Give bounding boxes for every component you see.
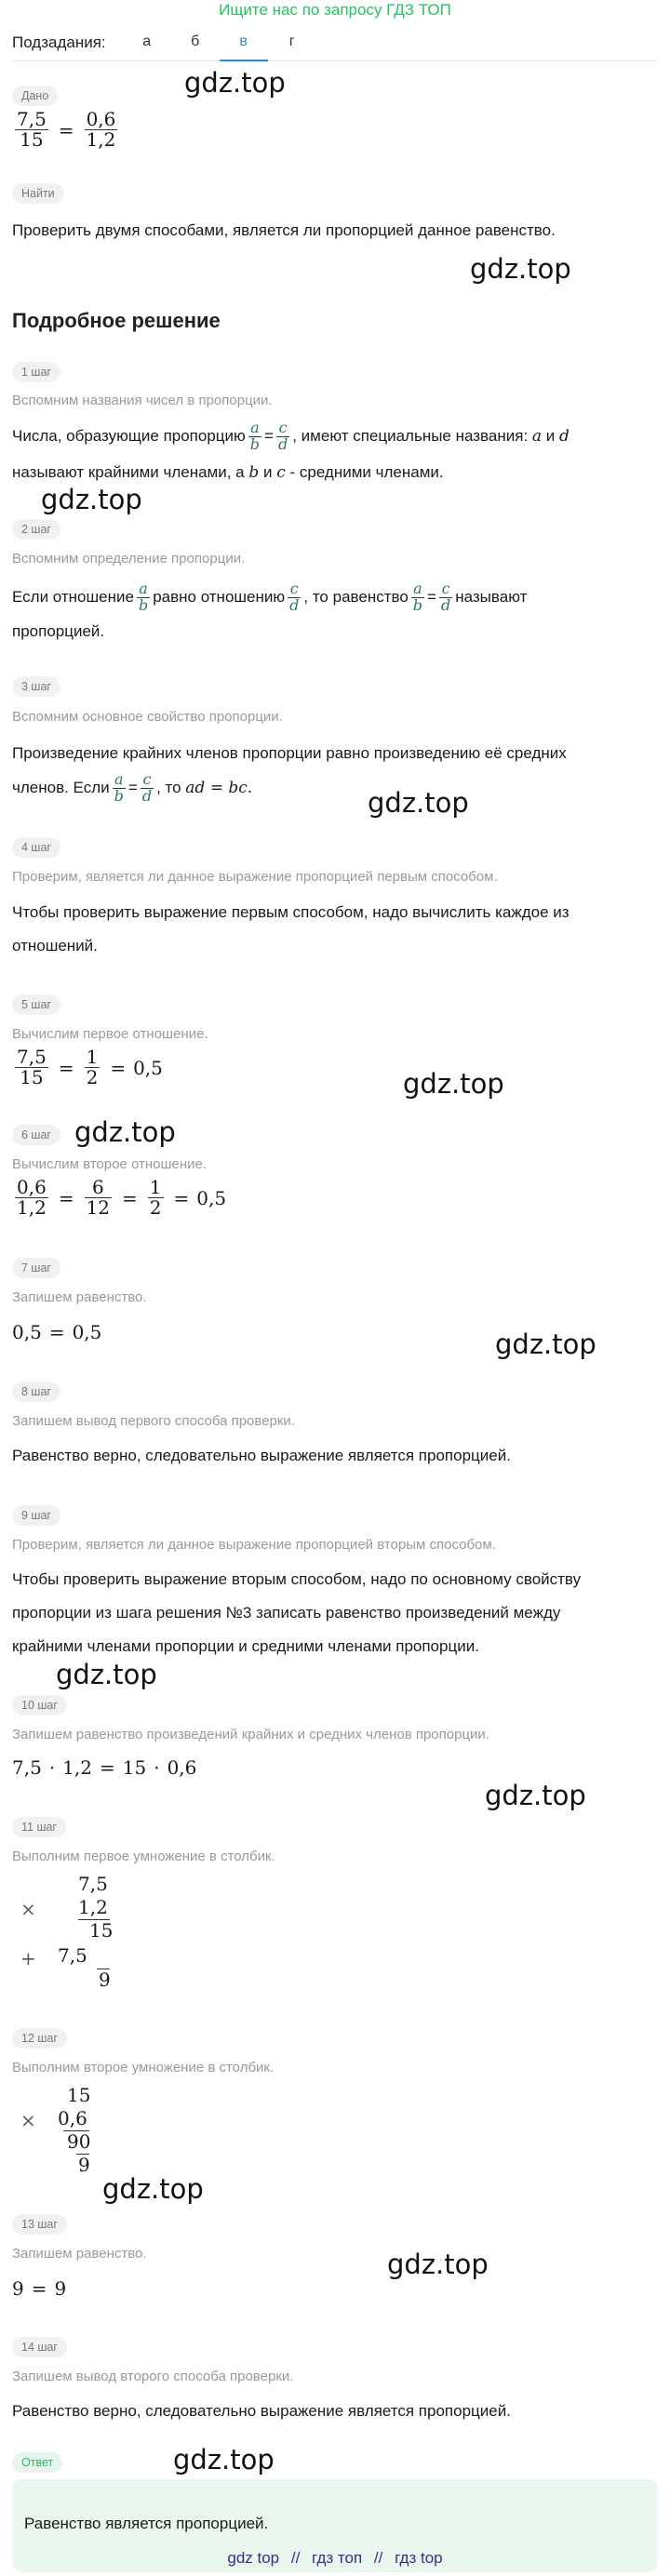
step-1-hint: Вспомним названия чисел в пропорции. bbox=[12, 393, 273, 408]
step-1-line-2: называют крайними членами, а b и c - средними членами. bbox=[12, 463, 444, 482]
watermark: gdz.top bbox=[470, 253, 571, 285]
watermark: gdz.top bbox=[485, 1780, 586, 1811]
step-10-pill: 10 шаг bbox=[12, 1695, 67, 1715]
tab-b[interactable]: б bbox=[191, 33, 200, 49]
given-den-right: 1,2 bbox=[86, 128, 116, 151]
subtasks-bar bbox=[12, 24, 658, 61]
given-pill: Дано bbox=[12, 86, 58, 106]
step-3-pill: 3 шаг bbox=[12, 676, 60, 697]
step-4-line-1: Чтобы проверить выражение первым способом, надо вычислить каждое из bbox=[12, 903, 570, 921]
step-8-text: Равенство верно, следовательно выражение является пропорцией. bbox=[12, 1447, 511, 1464]
footer-link-2[interactable]: гдз топ bbox=[312, 2549, 363, 2567]
step-7-equation: 0,5 = 0,5 bbox=[12, 1321, 102, 1343]
given-num-right: 0,6 bbox=[86, 108, 116, 130]
step-3-line-2: членов. Если $\frac{a}{b}$ = $\frac{c}{d}$ , то ad = bc. bbox=[12, 770, 253, 806]
step-9-line-1: Чтобы проверить выражение вторым способом, надо по основному свойству bbox=[12, 1570, 582, 1588]
watermark: gdz.top bbox=[56, 1659, 157, 1690]
search-banner-link[interactable]: Ищите нас по запросу ГДЗ ТОП bbox=[219, 1, 451, 19]
watermark: gdz.top bbox=[387, 2249, 489, 2280]
step-14-pill: 14 шаг bbox=[12, 2337, 67, 2357]
step-5-hint: Вычислим первое отношение. bbox=[12, 1026, 208, 1042]
step-12-pill: 12 шаг bbox=[12, 2028, 67, 2049]
step-5-equation: $\frac{7,5}{15}$ = $\frac{1}{2}$ = 0,5 bbox=[17, 1046, 163, 1088]
step-7-pill: 7 шаг bbox=[12, 1258, 60, 1278]
step-10-hint: Запишем равенство произведений крайних и средних членов пропорции. bbox=[12, 1727, 489, 1742]
step-11-hint: Выполним первое умножение в столбик. bbox=[12, 1849, 275, 1864]
step-9-line-2: пропорции из шага решения №3 записать равенство произведений между bbox=[12, 1604, 561, 1622]
given-den-left: 15 bbox=[20, 128, 44, 151]
step-12-hint: Выполним второе умножение в столбик. bbox=[12, 2060, 275, 2075]
watermark: gdz.top bbox=[102, 2173, 204, 2205]
solution-title: Подробное решение bbox=[12, 309, 221, 332]
tab-g[interactable]: г bbox=[288, 33, 295, 49]
step-8-pill: 8 шаг bbox=[12, 1381, 60, 1402]
step-4-line-2: отношений. bbox=[12, 937, 98, 954]
step-13-equation: 9 = 9 bbox=[12, 2277, 67, 2300]
given-equation: $\frac{7,5}{15}$ = $\frac{0,6}{1,2}$ bbox=[17, 108, 116, 151]
watermark: gdz.top bbox=[184, 67, 286, 99]
find-text: Проверить двумя способами, является ли пропорцией данное равенство. bbox=[12, 221, 556, 239]
step-2-line-1: Если отношение $\frac{a}{b}$ равно отношению $\frac{c}{d}$ , то равенство $\frac{a}{b}$ = $\frac{c}{d}$ называют bbox=[12, 580, 528, 615]
step-9-hint: Проверим, является ли данное выражение пропорцией вторым способом. bbox=[12, 1537, 496, 1553]
watermark: gdz.top bbox=[41, 484, 142, 515]
answer-pill: Ответ bbox=[12, 2452, 62, 2473]
step-2-hint: Вспомним определение пропорции. bbox=[12, 551, 246, 567]
footer-separator: // bbox=[373, 2549, 383, 2567]
step-9-line-3: крайними членами пропорции и средними членами пропорции. bbox=[12, 1637, 479, 1655]
step-2-pill: 2 шаг bbox=[12, 519, 60, 540]
tab-a[interactable]: а bbox=[142, 33, 152, 49]
step-5-pill: 5 шаг bbox=[12, 994, 60, 1015]
step-13-pill: 13 шаг bbox=[12, 2214, 67, 2235]
step-14-text: Равенство верно, следовательно выражение является пропорцией. bbox=[12, 2402, 511, 2420]
step-14-hint: Запишем вывод второго способа проверки. bbox=[12, 2369, 294, 2384]
step-7-hint: Запишем равенство. bbox=[12, 1289, 147, 1305]
step-3-line-1: Произведение крайних членов пропорции равно произведению её средних bbox=[12, 744, 567, 762]
watermark: gdz.top bbox=[368, 787, 469, 819]
step-9-pill: 9 шаг bbox=[12, 1505, 60, 1526]
footer-links bbox=[0, 2549, 670, 2568]
answer-text: Равенство является пропорцией. bbox=[24, 2515, 269, 2532]
step-1-line-1: Числа, образующие пропорцию $\frac{a}{b}$ = $\frac{c}{d}$ , имеют специальные названия: a и d bbox=[12, 419, 570, 454]
given-num-left: 7,5 bbox=[17, 108, 47, 130]
tab-v[interactable]: в bbox=[220, 24, 268, 61]
step-4-hint: Проверим, является ли данное выражение пропорцией первым способом. bbox=[12, 869, 498, 885]
footer-link-1[interactable]: gdz top bbox=[227, 2549, 280, 2567]
watermark: gdz.top bbox=[173, 2444, 275, 2476]
step-4-pill: 4 шаг bbox=[12, 837, 60, 858]
step-2-line-2: пропорцией. bbox=[12, 622, 105, 640]
watermark: gdz.top bbox=[403, 1068, 504, 1100]
subtasks-label: Подзадания: bbox=[12, 33, 106, 51]
step-11-pill: 11 шаг bbox=[12, 1817, 66, 1837]
step-6-equation: $\frac{0,6}{1,2}$ = $\frac{6}{12}$ = $\frac{1}{2}$ = 0,5 bbox=[17, 1176, 227, 1219]
footer-link-3[interactable]: гдз top bbox=[395, 2549, 443, 2567]
watermark: gdz.top bbox=[74, 1116, 176, 1148]
watermark: gdz.top bbox=[495, 1328, 596, 1360]
step-8-hint: Запишем вывод первого способа проверки. bbox=[12, 1413, 295, 1429]
step-10-equation: 7,5 · 1,2 = 15 · 0,6 bbox=[12, 1756, 197, 1779]
step-6-pill: 6 шаг bbox=[12, 1125, 60, 1145]
step-13-hint: Запишем равенство. bbox=[12, 2246, 147, 2262]
find-pill: Найти bbox=[12, 183, 64, 204]
footer-separator: // bbox=[290, 2549, 301, 2567]
step-3-hint: Вспомним основное свойство пропорции. bbox=[12, 709, 283, 725]
step-6-hint: Вычислим второе отношение. bbox=[12, 1156, 208, 1172]
step-1-pill: 1 шаг bbox=[12, 362, 60, 382]
